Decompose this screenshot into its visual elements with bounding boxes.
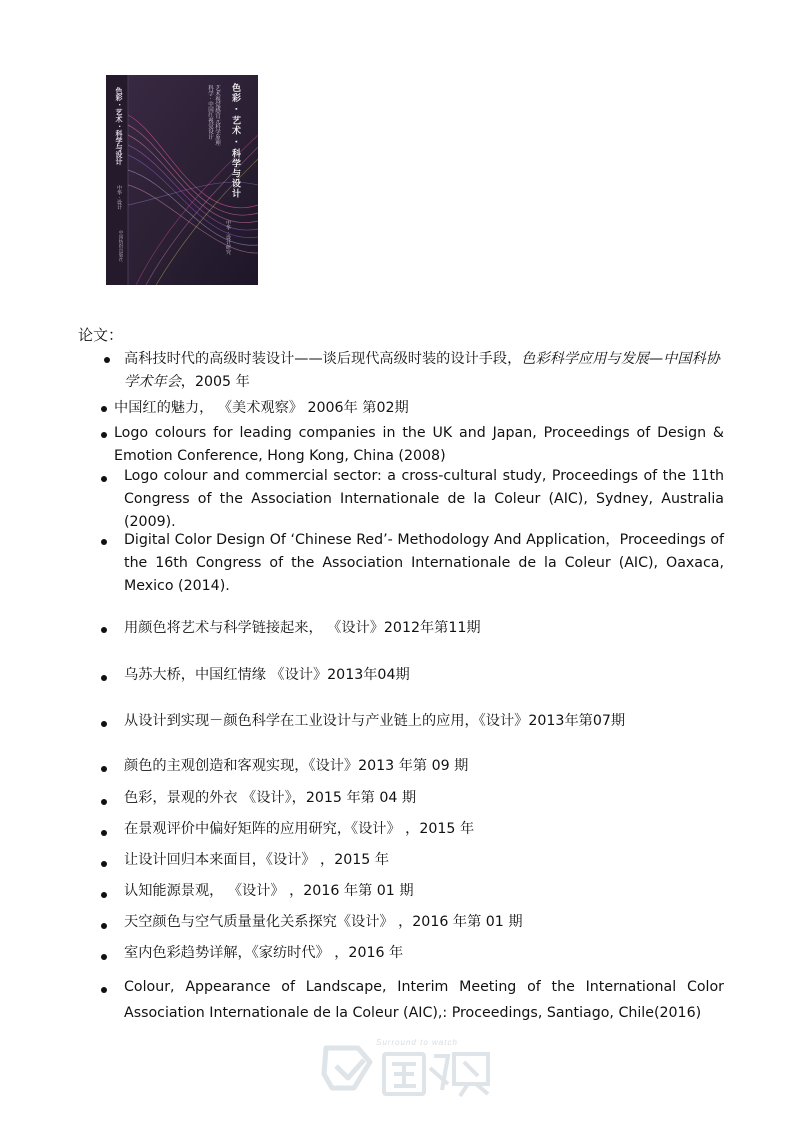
paper-item-15: 室内色彩趋势详解，《家纺时代》 ，2016 年 — [124, 945, 404, 961]
paper-item-11: 在景观评价中偏好矩阵的应用研究，《设计》 ，2015 年 — [124, 821, 475, 837]
paper-item-8: 从设计到实现－颜色科学在工业设计与产业链上的应用，《设计》2013年第07期 — [124, 713, 626, 729]
paper-item-2: 中国红的魅力， 《美术观察》 2006年 第02期 — [114, 400, 409, 416]
list-bullet — [104, 357, 110, 363]
list-bullet — [101, 987, 107, 993]
list-bullet — [101, 861, 107, 867]
list-bullet — [101, 954, 107, 960]
paper-item-10: 色彩，景观的外衣 《设计》，2015 年第 04 期 — [124, 790, 417, 806]
cover-title: 色彩 · 艺术 · 科学与设计 — [230, 83, 240, 199]
list-bullet — [101, 830, 107, 836]
list-bullet — [101, 766, 107, 772]
cover-subtitle-line1: 艺术视觉感官元科学原理 — [214, 85, 220, 146]
paper-1-pre: 高科技时代的高级时装设计——谈后现代高级时装的设计手段， — [124, 351, 522, 367]
list-bullet — [101, 627, 107, 633]
paper-4-text: Logo colour and commercial sector: a cross-cultural study, Proceedings of the 11th Congress of the Association Internationale de la Coleur (AIC), Sydney, Australia (2009). — [124, 468, 724, 530]
paper-16-text: Colour, Appearance of Landscape, Interim Meeting of the International Color Association Internationale de la Coleur (AIC),: Proceedings, Santiago, Chile(2016) — [124, 979, 724, 1021]
paper-item-12: 让设计回归本来面目，《设计》 ，2015 年 — [124, 852, 390, 868]
watermark — [318, 1038, 508, 1102]
paper-item-4 — [124, 465, 724, 534]
paper-3-text: Logo colours for leading companies in the UK and Japan, Proceedings of Design & Emotion Conference, Hong Kong, China (2008) — [114, 425, 724, 464]
list-bullet — [101, 539, 107, 545]
paper-item-3 — [114, 422, 724, 468]
spine-publisher: 中国纺织出版社 — [118, 230, 123, 262]
watermark-caption: Surround to watch — [376, 1038, 458, 1047]
paper-1-journal: 色彩科学应用与发展—中国科协学术年会 — [124, 351, 720, 390]
papers-heading: 论文： — [78, 326, 124, 344]
list-bullet — [101, 892, 107, 898]
list-bullet — [101, 476, 107, 482]
spine-author: 中华 · 设计 — [116, 185, 122, 210]
paper-item-5 — [124, 529, 724, 598]
cover-subtitle — [206, 85, 220, 146]
paper-5-text: Digital Color Design Of ‘Chinese Red’- Methodology And Application，Proceedings of the 16th Congress of the Association Internationale de la Coleur (AIC), Oaxaca, Mexico (2014). — [124, 532, 724, 594]
paper-item-9: 颜色的主观创造和客观实现，《设计》2013 年第 09 期 — [124, 758, 469, 774]
list-bullet — [101, 406, 107, 412]
paper-1-post: ，2005 年 — [180, 374, 250, 390]
paper-item-7: 乌苏大桥，中国红情缘 《设计》2013年04期 — [124, 667, 410, 683]
cover-subtitle-line2: 科学 · 中国红视觉设计 — [207, 85, 213, 140]
list-bullet — [101, 799, 107, 805]
paper-item-14: 天空颜色与空气质量量化关系探究《设计》 ，2016 年第 01 期 — [124, 914, 523, 930]
paper-item-6: 用颜色将艺术与科学链接起来， 《设计》2012年第11期 — [124, 620, 481, 636]
cover-author: 中华 · 设计研究 — [225, 220, 231, 255]
list-bullet — [101, 432, 107, 438]
watermark-logo-icon — [318, 1038, 508, 1102]
spine-title: 色彩 · 艺术 · 科学与设计 — [115, 87, 123, 166]
paper-item-13: 认知能源景观， 《设计》 ，2016 年第 01 期 — [124, 883, 414, 899]
book-cover-image — [106, 75, 258, 285]
list-bullet — [101, 675, 107, 681]
paper-item-1 — [124, 348, 720, 394]
paper-item-16 — [124, 974, 724, 1026]
list-bullet — [101, 721, 107, 727]
list-bullet — [101, 923, 107, 929]
